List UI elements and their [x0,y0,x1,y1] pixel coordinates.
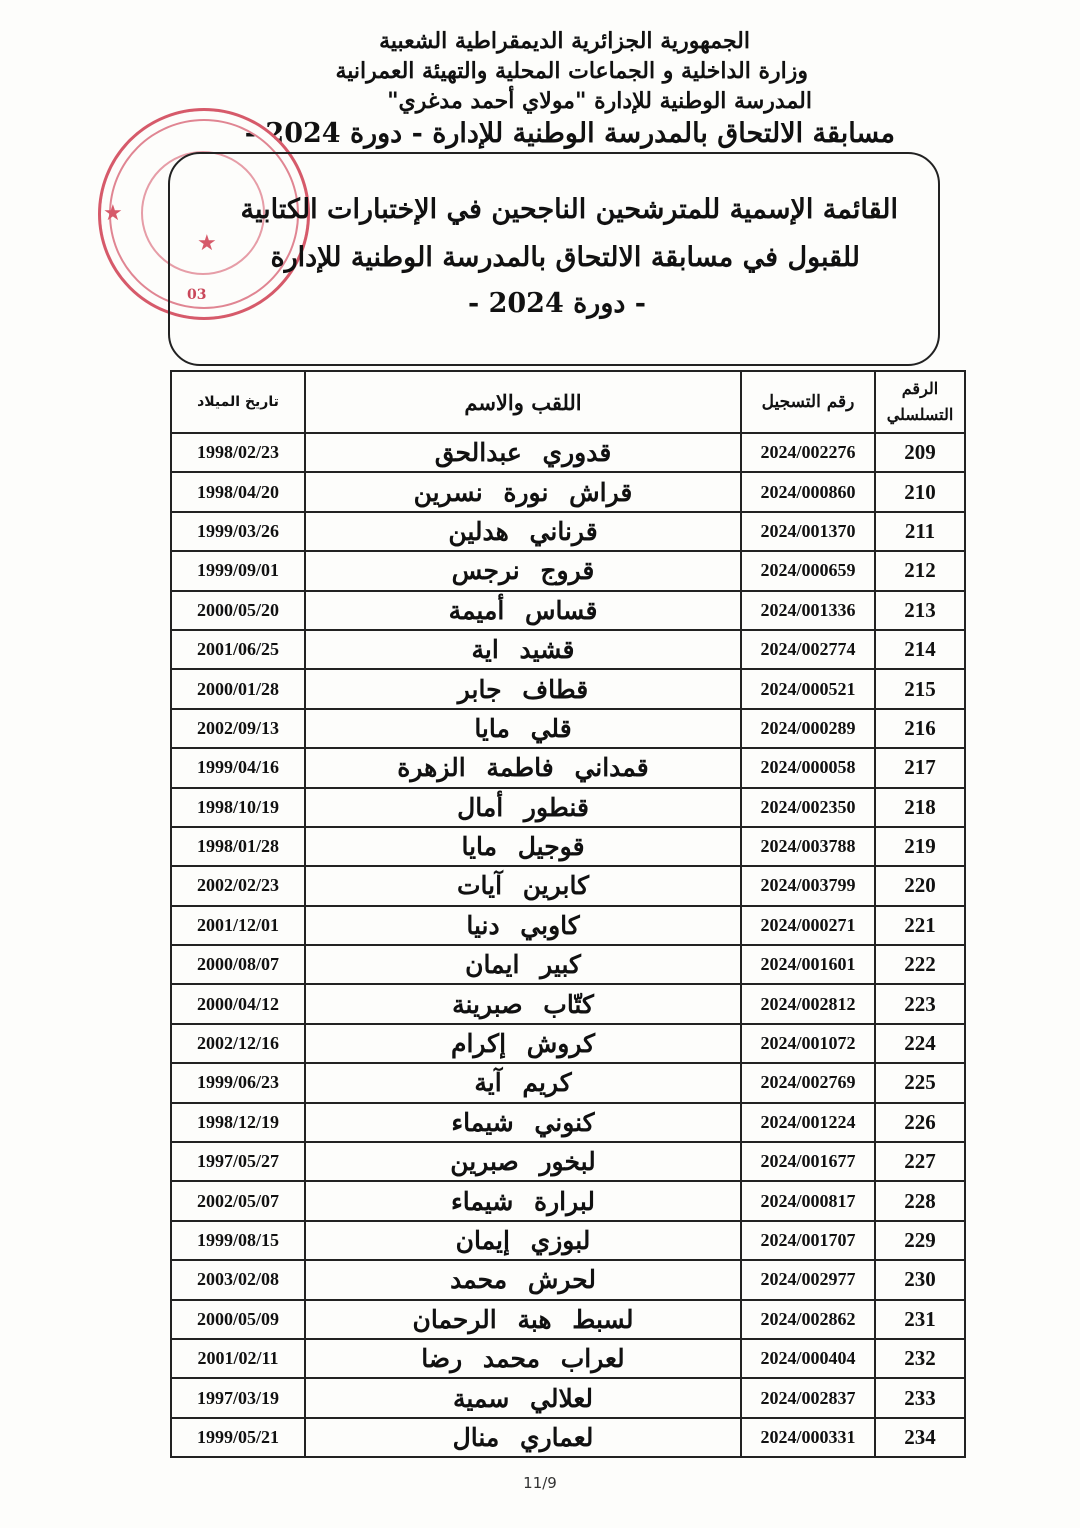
registration-cell: 2024/000860 [741,472,875,511]
table-row [171,1221,965,1260]
serial-cell: 210 [875,472,965,511]
registration-cell: 2024/001370 [741,512,875,551]
results-table [170,370,966,1458]
birth-date-cell: 2002/12/16 [171,1024,305,1063]
table-row [171,748,965,787]
serial-cell: 228 [875,1181,965,1220]
birth-date-cell: 1998/10/19 [171,788,305,827]
birth-date-cell: 2001/06/25 [171,630,305,669]
name-cell: لبخور صبرين [305,1142,741,1181]
registration-cell: 2024/001677 [741,1142,875,1181]
header-birth-date: تاريخ الميلاد [171,371,305,433]
header-name: اللقب والاسم [305,371,741,433]
table-row [171,472,965,511]
birth-date-cell: 2000/01/28 [171,669,305,708]
birth-date-cell: 2000/04/12 [171,984,305,1023]
name-cell: كروش إكرام [305,1024,741,1063]
table-row [171,1142,965,1181]
table-row [171,1418,965,1457]
serial-cell: 215 [875,669,965,708]
registration-cell: 2024/000271 [741,906,875,945]
serial-cell: 220 [875,866,965,905]
registration-cell: 2024/000058 [741,748,875,787]
birth-date-cell: 2002/05/07 [171,1181,305,1220]
registration-cell: 2024/000659 [741,551,875,590]
table-row [171,669,965,708]
name-cell: لعلالي سمية [305,1378,741,1417]
star-icon: ★ [197,231,217,256]
header-registration: رقم التسجيل [741,371,875,433]
serial-cell: 224 [875,1024,965,1063]
star-icon: ★ [103,201,123,226]
name-cell: كريم آية [305,1063,741,1102]
name-cell: قوجيل مايا [305,827,741,866]
table-row [171,512,965,551]
name-cell: قرناني هدلين [305,512,741,551]
serial-cell: 211 [875,512,965,551]
name-cell: لحرش محمد [305,1260,741,1299]
table-header-row [171,371,965,433]
header-republic: الجمهورية الجزائرية الديمقراطية الشعبية [379,28,750,54]
registration-cell: 2024/000289 [741,709,875,748]
serial-cell: 221 [875,906,965,945]
birth-date-cell: 2002/09/13 [171,709,305,748]
name-cell: قنطور أمال [305,788,741,827]
table-row [171,591,965,630]
name-cell: كنوني شيماء [305,1103,741,1142]
serial-cell: 218 [875,788,965,827]
birth-date-cell: 1999/04/16 [171,748,305,787]
name-cell: لبوزي إيمان [305,1221,741,1260]
serial-cell: 216 [875,709,965,748]
stamp-number: 03 [187,287,207,303]
name-cell: كابرين آيات [305,866,741,905]
birth-date-cell: 1999/05/21 [171,1418,305,1457]
birth-date-cell: 2000/05/09 [171,1300,305,1339]
page-number: 11/9 [523,1474,557,1492]
birth-date-cell: 1997/03/19 [171,1378,305,1417]
birth-date-cell: 1999/09/01 [171,551,305,590]
serial-cell: 227 [875,1142,965,1181]
registration-cell: 2024/000404 [741,1339,875,1378]
registration-cell: 2024/001601 [741,945,875,984]
header-serial: الرقم التسلسلي [875,371,965,433]
serial-cell: 212 [875,551,965,590]
header-competition: مسابقة الالتحاق بالمدرسة الوطنية للإدارة - دورة 2024 - [244,118,895,149]
header-ministry: وزارة الداخلية و الجماعات المحلية والتهيئة العمرانية [335,58,808,84]
registration-cell: 2024/002276 [741,433,875,472]
name-cell: قروج نرجس [305,551,741,590]
serial-cell: 225 [875,1063,965,1102]
table-row [171,709,965,748]
serial-cell: 214 [875,630,965,669]
name-cell: كاوبي دنيا [305,906,741,945]
birth-date-cell: 1998/12/19 [171,1103,305,1142]
birth-date-cell: 1998/01/28 [171,827,305,866]
serial-cell: 209 [875,433,965,472]
serial-cell: 223 [875,984,965,1023]
table-row [171,551,965,590]
table-row [171,827,965,866]
registration-cell: 2024/002769 [741,1063,875,1102]
title-line-1: القائمة الإسمية للمترشحين الناجحين في الإختبارات الكتابية [240,194,898,225]
table-row [171,1024,965,1063]
serial-cell: 232 [875,1339,965,1378]
name-cell: لبرارة شيماء [305,1181,741,1220]
birth-date-cell: 1999/08/15 [171,1221,305,1260]
serial-cell: 213 [875,591,965,630]
serial-cell: 231 [875,1300,965,1339]
birth-date-cell: 1999/06/23 [171,1063,305,1102]
serial-cell: 229 [875,1221,965,1260]
table-row [171,945,965,984]
registration-cell: 2024/003788 [741,827,875,866]
registration-cell: 2024/001707 [741,1221,875,1260]
name-cell: قمداني فاطمة الزهرة [305,748,741,787]
name-cell: كتّاب صبرينة [305,984,741,1023]
birth-date-cell: 1998/02/23 [171,433,305,472]
birth-date-cell: 2001/12/01 [171,906,305,945]
name-cell: لعراب محمد رضا [305,1339,741,1378]
table-row [171,1339,965,1378]
table-row [171,866,965,905]
registration-cell: 2024/002774 [741,630,875,669]
table-row [171,630,965,669]
name-cell: قساس أميمة [305,591,741,630]
registration-cell: 2024/003799 [741,866,875,905]
birth-date-cell: 2001/02/11 [171,1339,305,1378]
birth-date-cell: 2000/08/07 [171,945,305,984]
table-row [171,906,965,945]
table-row [171,1063,965,1102]
serial-cell: 226 [875,1103,965,1142]
registration-cell: 2024/002812 [741,984,875,1023]
serial-cell: 219 [875,827,965,866]
serial-cell: 233 [875,1378,965,1417]
title-line-2: للقبول في مسابقة الالتحاق بالمدرسة الوطنية للإدارة [270,242,860,273]
table-row [171,433,965,472]
header-school: المدرسة الوطنية للإدارة "مولاي أحمد مدغري" [387,88,812,114]
birth-date-cell: 2000/05/20 [171,591,305,630]
registration-cell: 2024/001072 [741,1024,875,1063]
registration-cell: 2024/000521 [741,669,875,708]
registration-cell: 2024/002350 [741,788,875,827]
serial-cell: 217 [875,748,965,787]
table-row [171,788,965,827]
birth-date-cell: 2003/02/08 [171,1260,305,1299]
name-cell: قشيد اية [305,630,741,669]
name-cell: قراش نورة نسرين [305,472,741,511]
registration-cell: 2024/002862 [741,1300,875,1339]
serial-cell: 222 [875,945,965,984]
birth-date-cell: 2002/02/23 [171,866,305,905]
table-row [171,1378,965,1417]
registration-cell: 2024/002837 [741,1378,875,1417]
serial-cell: 234 [875,1418,965,1457]
registration-cell: 2024/002977 [741,1260,875,1299]
name-cell: لسبط هبة الرحمان [305,1300,741,1339]
name-cell: قدوري عبدالحق [305,433,741,472]
birth-date-cell: 1998/04/20 [171,472,305,511]
name-cell: قلي مايا [305,709,741,748]
table-row [171,1103,965,1142]
registration-cell: 2024/001224 [741,1103,875,1142]
name-cell: كبير ايمان [305,945,741,984]
table-row [171,1181,965,1220]
birth-date-cell: 1997/05/27 [171,1142,305,1181]
birth-date-cell: 1999/03/26 [171,512,305,551]
title-session: - دورة 2024 - [467,288,646,319]
name-cell: لعماري منال [305,1418,741,1457]
serial-cell: 230 [875,1260,965,1299]
title-box [168,152,940,366]
registration-cell: 2024/001336 [741,591,875,630]
table-row [171,984,965,1023]
table-row [171,1260,965,1299]
table-row [171,1300,965,1339]
registration-cell: 2024/000331 [741,1418,875,1457]
registration-cell: 2024/000817 [741,1181,875,1220]
name-cell: قطاف جابر [305,669,741,708]
